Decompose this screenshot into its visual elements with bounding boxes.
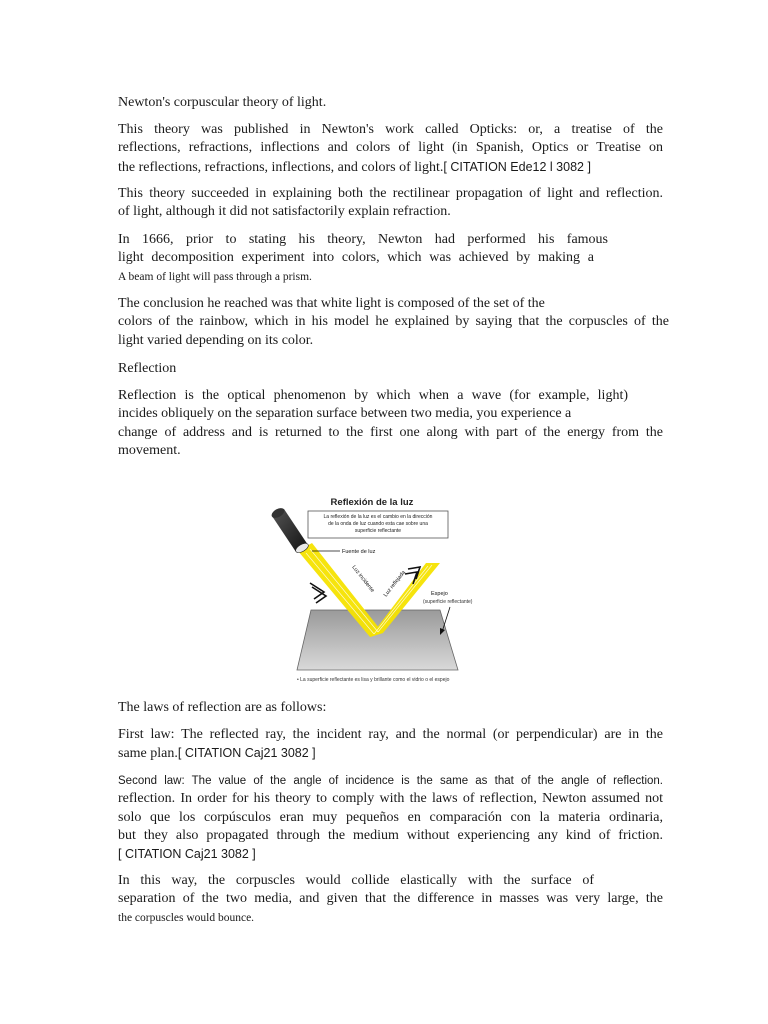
first-law [118, 726, 663, 764]
mirror-surface [297, 610, 458, 670]
text-line: solo que los corpúsculos eran muy pequeños en comparación con la materia ordinaria, [118, 809, 663, 825]
text-line: change of address and is returned to the first one along with part of the energy from the [118, 424, 663, 440]
label-source: Fuente de luz [342, 549, 376, 555]
text-line: the corpuscles would bounce. [118, 911, 255, 924]
text-line: light decomposition experiment into colors, which was achieved by making a [118, 250, 594, 266]
label-mirror: Espejo [431, 591, 448, 597]
paragraph-success [118, 185, 663, 222]
text-line: The conclusion he reached was that white light is composed of the set of the [118, 296, 545, 311]
text-line: incides obliquely on the separation surface between two media, you experience a [118, 406, 572, 422]
definition-line: de la onda de luz cuando esta cae sobre una [328, 521, 428, 527]
text-fragment: the reflections, refractions, inflections, and colors of light. [118, 159, 444, 175]
text-line: Second law: The value of the angle of incidence is the same as that of the angle of reflection. [118, 775, 663, 787]
doc-title-text: Newton's corpuscular theory of light. [118, 95, 327, 110]
text-line: but they also propagated through the medium without experiencing any kind of friction. [118, 827, 663, 843]
label-mirror-sub: (superficie reflectante) [423, 599, 473, 605]
paragraph-reflection [118, 387, 663, 460]
label-incident: Luz incidente [350, 564, 376, 594]
text-line: In this way, the corpuscles would collide elastically with the surface of [118, 873, 594, 888]
text-line: colors of the rainbow, which in his model he explained by saying that the corpuscles of the [118, 314, 669, 330]
text-line: movement. [118, 442, 181, 458]
reflection-figure [268, 487, 498, 692]
text-fragment: same plan. [118, 746, 178, 762]
citation: [ CITATION Ede12 l 3082 ] [443, 159, 591, 174]
heading-text: Reflection [118, 361, 177, 376]
figure-caption: • La superficie reflectante es lisa y brillante como el vidrio o el espejo [297, 677, 450, 683]
paragraph-collision [118, 872, 663, 927]
text-line: reflection. In order for his theory to comply with the laws of reflection, Newton assumed not [118, 791, 663, 807]
definition-line: La reflexión de la luz es el cambio en la dirección [323, 514, 433, 520]
text-line: First law: The reflected ray, the incident ray, and the normal (or perpendicular) are in the [118, 727, 663, 742]
heading-reflection [118, 360, 663, 378]
citation: [ CITATION Caj21 3082 ] [118, 847, 256, 862]
paragraph-conclusion [118, 295, 669, 350]
text-line [118, 744, 663, 763]
label-reflected: Luz reflejada [382, 569, 407, 599]
text-line: A beam of light will pass through a prism. [118, 270, 312, 283]
flashlight-icon [270, 506, 310, 554]
laws-intro [118, 699, 663, 717]
text-line: reflections, refractions, inflections and colors of light (in Spanish, Optics or Treatise on [118, 140, 663, 156]
text-line: Reflection is the optical phenomenon by which when a wave (for example, light) [118, 388, 628, 403]
text-line: light varied depending on its color. [118, 332, 314, 348]
second-law [118, 772, 663, 863]
figure-title: Reflexión de la luz [330, 497, 414, 508]
text-line: This theory succeeded in explaining both the rectilinear propagation of light and reflection. [118, 186, 663, 201]
citation: [ CITATION Caj21 3082 ] [177, 746, 316, 761]
doc-title [118, 94, 663, 112]
text-line [118, 158, 663, 177]
text-line: of light, although it did not satisfactorily explain refraction. [118, 204, 451, 220]
reflection-diagram [268, 487, 498, 692]
text-line: In 1666, prior to stating his theory, Newton had performed his famous [118, 232, 608, 247]
paragraph-1666 [118, 231, 663, 286]
text-line: separation of the two media, and given that the difference in masses was very large, the [118, 891, 663, 907]
laws-intro-text: The laws of reflection are as follows: [118, 700, 327, 715]
definition-line: superficie reflectante [354, 528, 402, 534]
text-line: This theory was published in Newton's work called Opticks: or, a treatise of the [118, 122, 663, 137]
paragraph-opticks [118, 121, 663, 177]
